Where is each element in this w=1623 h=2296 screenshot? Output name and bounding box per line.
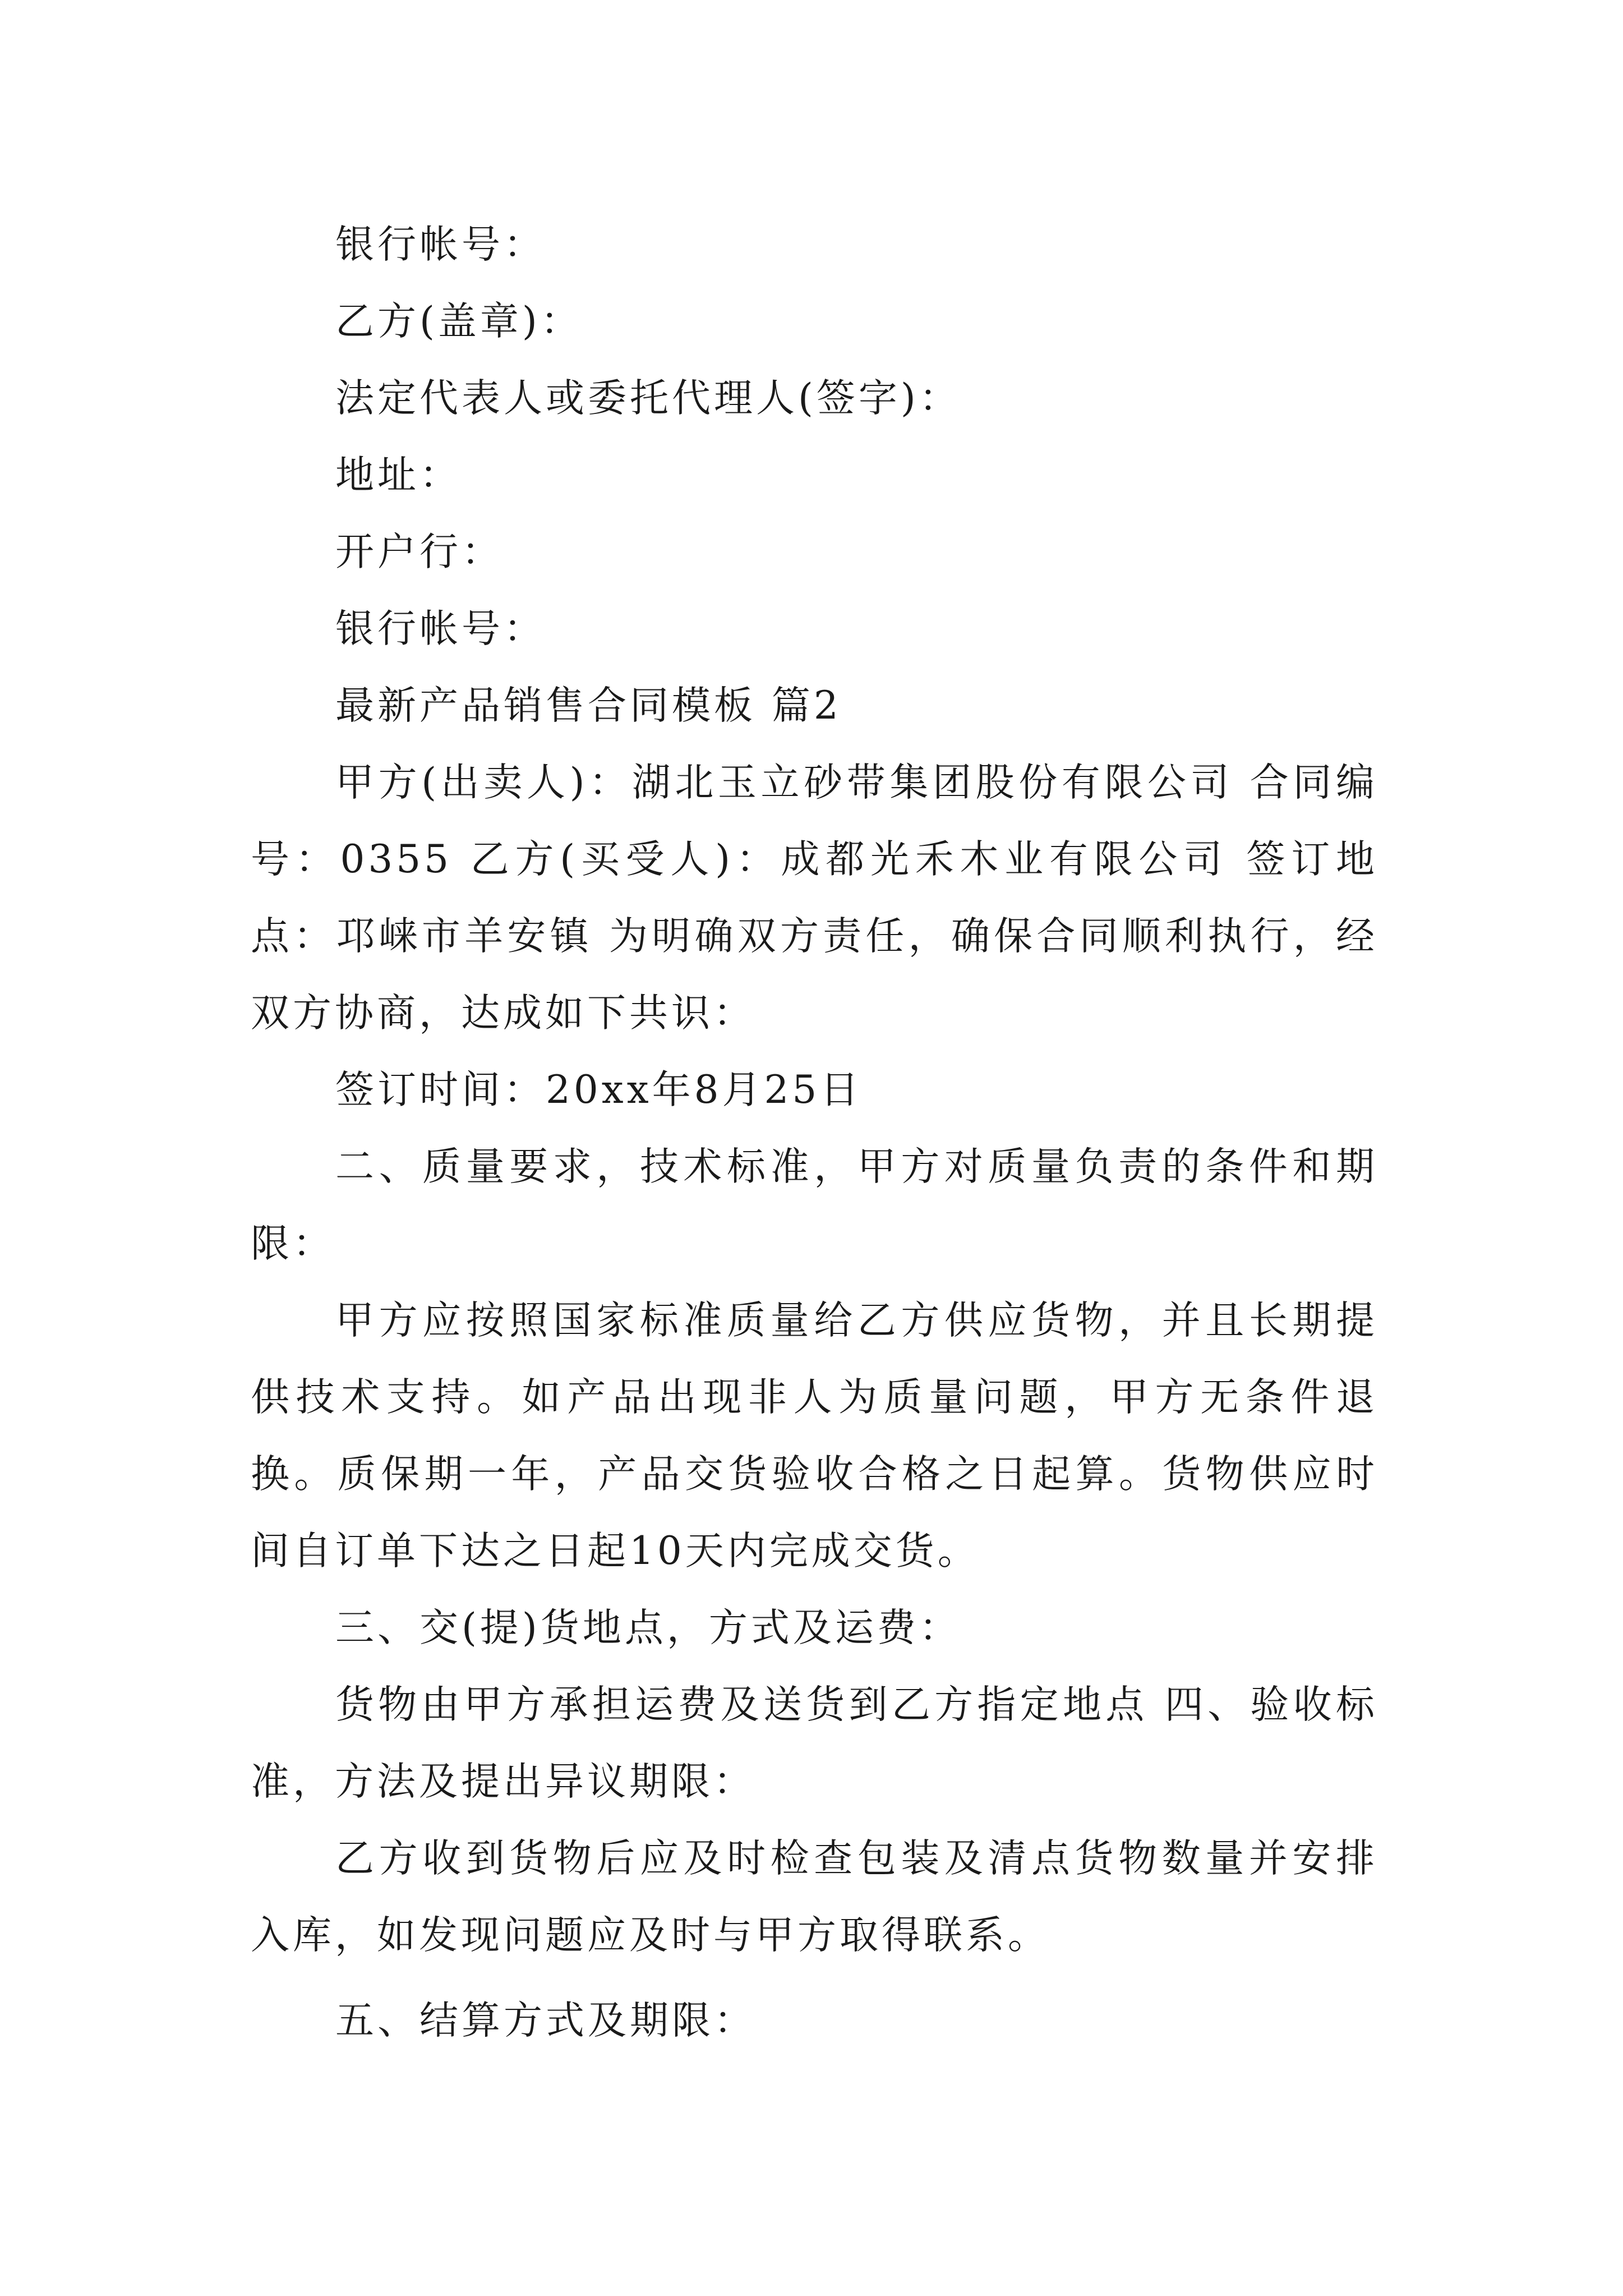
signing-time-paragraph: 签订时间：20xx年8月25日: [335, 1068, 863, 1112]
party-b-seal-line: 乙方(盖章)：: [335, 299, 583, 344]
quality-paragraph: 甲方应按照国家标准质量给乙方供应货物，并且长期提供技术支持。如产品出现非人为质量问题，甲方无条件退换。质保期一年，产品交货验收合格之日起算。货物供应时间自订单下达之日起10天内完成交货。: [251, 1298, 1378, 1573]
legal-representative-line: 法定代表人或委托代理人(签字)：: [335, 376, 961, 421]
bank-account-line-1: 银行帐号：: [335, 222, 546, 267]
opening-bank-line: 开户行：: [335, 530, 504, 574]
inspection-paragraph: 乙方收到货物后应及时检查包装及清点货物数量并安排入库，如发现问题应及时与甲方取得联系。: [251, 1836, 1378, 1958]
contract-parties-paragraph: 甲方(出卖人)：湖北玉立砂带集团股份有限公司 合同编号：0355 乙方(买受人)：成都光禾木业有限公司 签订地点：邛崃市羊安镇 为明确双方责任，确保合同顺利执行，经双方协商，达成如下共识：: [251, 760, 1378, 1036]
document-body: [251, 206, 1378, 2059]
paragraph-gap: [251, 1974, 1378, 1982]
delivery-heading: 三、交(提)货地点，方式及运费：: [335, 1605, 961, 1650]
quality-heading: 二、质量要求，技术标准，甲方对质量负责的条件和期限：: [251, 1144, 1378, 1266]
bank-account-line-2: 银行帐号：: [335, 606, 546, 651]
address-line: 地址：: [335, 453, 462, 498]
settlement-heading: 五、结算方式及期限：: [335, 1998, 756, 2043]
delivery-paragraph: 货物由甲方承担运费及送货到乙方指定地点 四、验收标准，方法及提出异议期限：: [251, 1682, 1378, 1804]
section-title: 最新产品销售合同模板 篇2: [335, 683, 842, 728]
